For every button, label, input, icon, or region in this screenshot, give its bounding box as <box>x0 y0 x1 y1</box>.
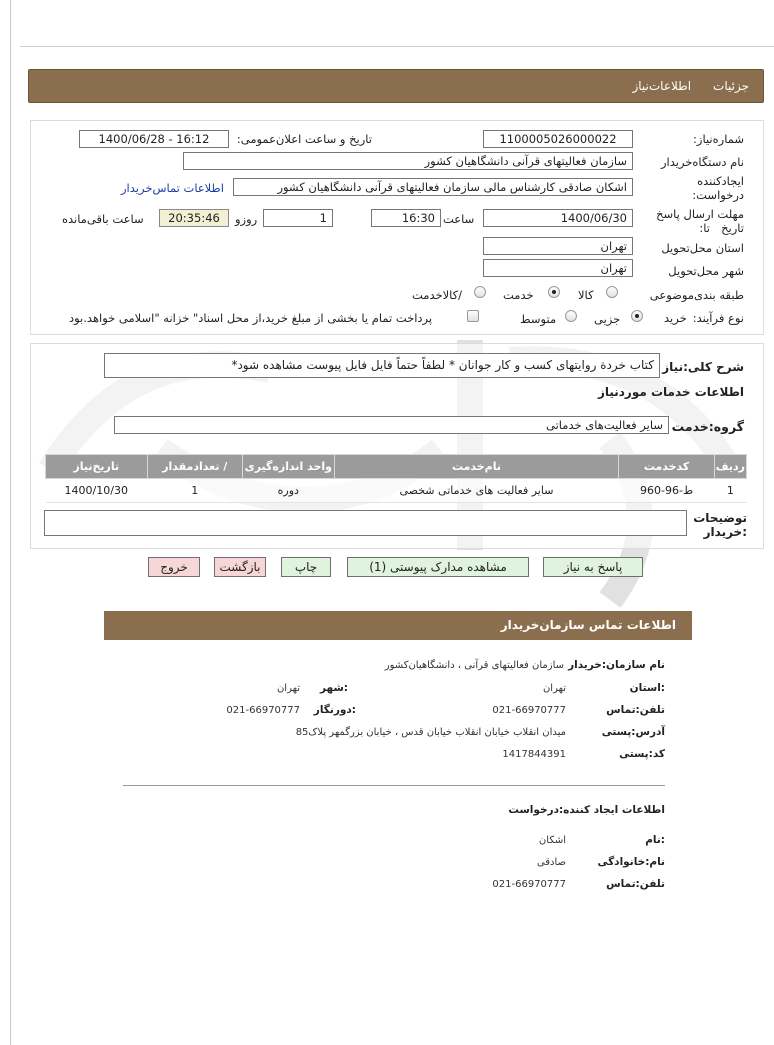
print-button[interactable]: چاپ <box>281 557 331 577</box>
contact-city-label: :شهر <box>320 682 348 694</box>
contact-postal-label: کد:پستی <box>619 748 665 760</box>
contact-org: سازمان فعالیتهای قرآنی ، دانشگاهیان‌کشور <box>384 660 564 671</box>
contact-address-label: آدرس:پستی <box>601 726 665 738</box>
creator-field: اشکان صادقی کارشناس مالی سازمان فعالیتهای قرآنی دانشگاهیان کشور <box>233 178 633 196</box>
tab-details[interactable]: جزئیات <box>713 79 749 93</box>
need-number-field: 1100005026000022 <box>483 130 633 148</box>
buyer-contact-link[interactable]: اطلاعات تماس‌خریدار <box>121 181 224 195</box>
category-label: طبقه بندی‌موضوعی <box>649 288 744 302</box>
col-row: ردیف <box>714 455 746 479</box>
cell-row: 1 <box>714 479 746 503</box>
radio-minor-label: جزیی <box>594 312 621 326</box>
deadline-label-3: تاریخ <box>721 221 744 235</box>
col-service-code: کدخدمت <box>619 455 714 479</box>
summary-field: کتاب خردة روایتهای کسب و کار جوانان * لطفاً حتماً فایل فایل پیوست مشاهده شود* <box>104 353 660 378</box>
cell-unit: دوره <box>243 479 335 503</box>
remaining-time-label: ساعت باقی‌مانده <box>62 212 144 226</box>
col-service-name: نام‌خدمت <box>334 455 619 479</box>
buyer-notes-label-2: :خریدار <box>703 525 747 539</box>
cell-service-name: سایر فعالیت های خدماتی شخصی <box>334 479 619 503</box>
remaining-time-field: 20:35:46 <box>159 209 229 227</box>
creator-info-title: اطلاعات ایجاد کننده:درخواست <box>508 804 665 816</box>
summary-label: شرح کلی:نیاز <box>662 360 744 374</box>
province-field: تهران <box>483 237 633 255</box>
contact-phone: 021-66970777 <box>492 705 566 716</box>
exit-button[interactable]: خروج <box>148 557 200 577</box>
deadline-date-field: 1400/06/30 <box>483 209 633 227</box>
buyer-notes-label-1: توضیحات <box>693 511 747 525</box>
contact-postal: 1417844391 <box>502 749 566 760</box>
services-table <box>45 454 747 503</box>
days-field: 1 <box>263 209 333 227</box>
treasury-checkbox[interactable] <box>467 310 479 322</box>
deadline-label-2: تا: <box>699 221 710 235</box>
creator-name-label: :نام <box>645 834 665 846</box>
contact-province: تهران <box>542 683 566 694</box>
col-need-date: تاریخ‌نیاز <box>46 455 148 479</box>
deadline-time-label: ساعت <box>443 212 475 226</box>
attachments-button[interactable]: مشاهده مدارک پیوستی (1) <box>347 557 529 577</box>
buyer-notes-field <box>44 510 687 536</box>
creator-name: اشکان <box>538 835 566 846</box>
page-frame-line <box>10 0 11 1045</box>
cell-quantity: 1 <box>147 479 243 503</box>
buyer-org-label: نام دستگاه‌خریدار <box>660 155 744 169</box>
contact-header: اطلاعات تماس سازمان‌خریدار <box>104 611 692 640</box>
city-label: شهر محل‌تحویل <box>668 264 744 278</box>
col-quantity: / تعدادمقدار <box>147 455 243 479</box>
radio-service[interactable] <box>548 286 560 298</box>
cell-need-date: 1400/10/30 <box>46 479 148 503</box>
tab-need-info[interactable]: اطلاعات‌نیاز <box>632 79 692 93</box>
announce-date-label: تاریخ و ساعت اعلان‌عمومی: <box>236 132 372 146</box>
contact-divider <box>123 785 665 786</box>
contact-city: تهران <box>276 683 300 694</box>
buyer-org-field: سازمان فعالیتهای قرآنی دانشگاهیان کشور <box>183 152 633 170</box>
service-group-field: سایر فعالیت‌های خدماتی <box>114 416 669 434</box>
creator-label-1: ایجادکننده <box>697 174 744 188</box>
radio-service-label: خدمت <box>503 288 534 302</box>
creator-phone-label: تلفن:تماس <box>606 878 665 890</box>
table-row <box>46 479 747 503</box>
radio-goods-service-label: /کالاخدمت <box>412 288 463 302</box>
creator-family-label: نام:خانوادگی <box>597 856 665 868</box>
contact-org-label: نام سازمان:خریدار <box>568 659 665 671</box>
province-label: استان محل‌تحویل <box>661 241 744 255</box>
radio-medium[interactable] <box>565 310 577 322</box>
radio-minor[interactable] <box>631 310 643 322</box>
reply-button[interactable]: پاسخ به نیاز <box>543 557 643 577</box>
radio-goods[interactable] <box>606 286 618 298</box>
contact-address: میدان انقلاب خیابان انقلاب خیابان قدس ، خیابان بزرگمهر پلاک85 <box>295 727 566 738</box>
radio-medium-label: متوسط <box>520 312 557 326</box>
contact-fax: 021-66970777 <box>226 705 300 716</box>
creator-phone: 021-66970777 <box>492 879 566 890</box>
header-bar <box>28 69 764 103</box>
services-title: اطلاعات خدمات موردنیاز <box>597 385 744 399</box>
cell-service-code: ط-96-960 <box>619 479 714 503</box>
days-label: روزو <box>235 212 258 226</box>
service-group-label: گروه:خدمت <box>671 419 744 434</box>
col-unit: واحد اندازه‌گیری <box>243 455 335 479</box>
contact-province-label: :استان <box>629 682 665 694</box>
contact-fax-label: :دورنگار <box>313 704 356 716</box>
deadline-label-1: مهلت ارسال پاسخ <box>656 207 744 221</box>
city-field: تهران <box>483 259 633 277</box>
creator-family: صادقی <box>536 857 566 868</box>
need-number-label: شماره‌نیاز: <box>693 132 744 146</box>
creator-label-2: درخواست: <box>692 188 744 202</box>
back-button[interactable]: بازگشت <box>214 557 266 577</box>
payment-note: پرداخت تمام یا بخشی از مبلغ خرید،از محل اسناد" خزانه "اسلامی خواهد.بود <box>69 311 433 325</box>
announce-date-field: 1400/06/28 - 16:12 <box>79 130 229 148</box>
process-label: نوع فرآیند: <box>692 311 744 325</box>
top-divider <box>20 46 774 47</box>
contact-phone-label: تلفن:تماس <box>606 704 665 716</box>
process-buy-label: خرید <box>664 311 687 325</box>
radio-goods-label: کالا <box>578 288 594 302</box>
deadline-time-field: 16:30 <box>371 209 441 227</box>
radio-goods-service[interactable] <box>474 286 486 298</box>
